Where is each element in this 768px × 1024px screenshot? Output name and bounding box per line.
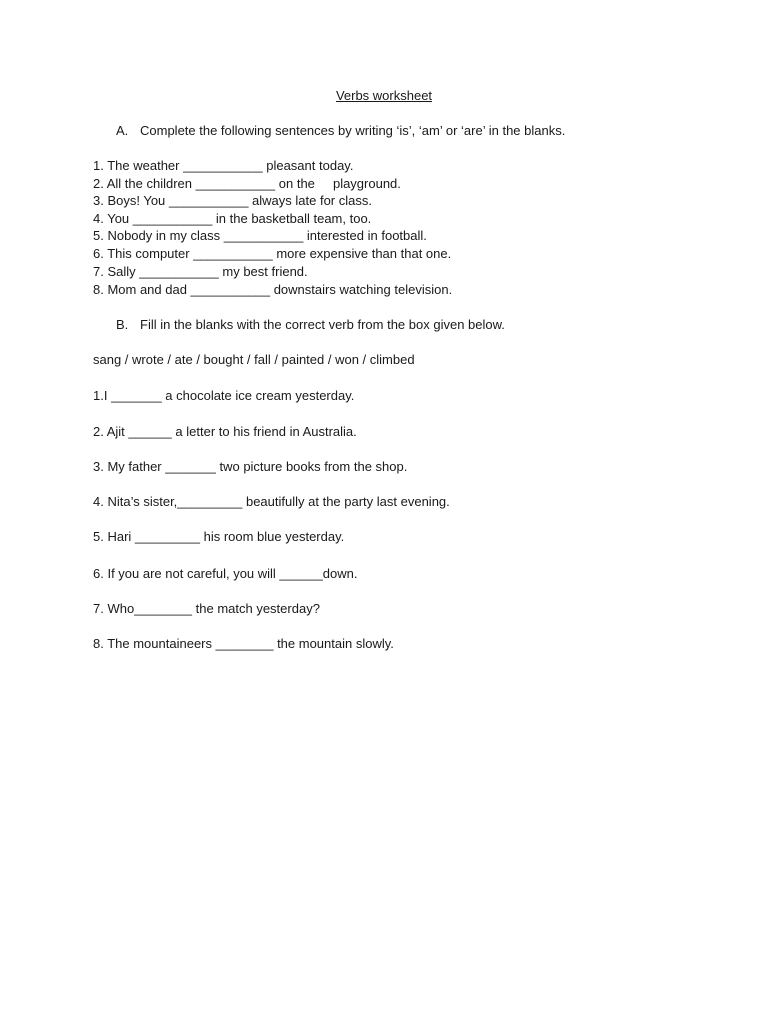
section-b-item-5: 5. Hari _________ his room blue yesterday. bbox=[93, 529, 345, 544]
section-b-item-7: 7. Who________ the match yesterday? bbox=[93, 601, 320, 616]
section-a-item-3: 3. Boys! You ___________ always late for class. bbox=[93, 193, 372, 208]
section-a-item-2: 2. All the children ___________ on the playground. bbox=[93, 176, 401, 191]
section-a-item-7: 7. Sally ___________ my best friend. bbox=[93, 264, 308, 279]
section-a-instruction: Complete the following sentences by writing ‘is’, ‘am’ or ‘are’ in the blanks. bbox=[140, 123, 566, 138]
section-a-letter: A. bbox=[116, 123, 129, 138]
section-b-item-6: 6. If you are not careful, you will ______down. bbox=[93, 566, 358, 581]
section-a-item-5: 5. Nobody in my class ___________ interested in football. bbox=[93, 228, 427, 243]
section-b-item-2: 2. Ajit ______ a letter to his friend in Australia. bbox=[93, 424, 357, 439]
section-b-item-4: 4. Nita’s sister,_________ beautifully at the party last evening. bbox=[93, 494, 450, 509]
section-a-item-1: 1. The weather ___________ pleasant today. bbox=[93, 158, 354, 173]
section-b-item-8: 8. The mountaineers ________ the mountain slowly. bbox=[93, 636, 394, 651]
section-b-letter: B. bbox=[116, 317, 129, 332]
worksheet-title: Verbs worksheet bbox=[335, 88, 433, 103]
section-b-item-1: 1.I _______ a chocolate ice cream yesterday. bbox=[93, 388, 355, 403]
section-a-item-6: 6. This computer ___________ more expensive than that one. bbox=[93, 246, 452, 261]
word-box: sang / wrote / ate / bought / fall / painted / won / climbed bbox=[93, 352, 415, 367]
section-a-item-4: 4. You ___________ in the basketball team, too. bbox=[93, 211, 372, 226]
section-b-heading bbox=[116, 316, 505, 334]
section-b-instruction: Fill in the blanks with the correct verb from the box given below. bbox=[140, 317, 505, 332]
section-a-heading bbox=[116, 122, 565, 140]
section-b-item-3: 3. My father _______ two picture books from the shop. bbox=[93, 459, 408, 474]
section-a-item-8: 8. Mom and dad ___________ downstairs watching television. bbox=[93, 282, 453, 297]
